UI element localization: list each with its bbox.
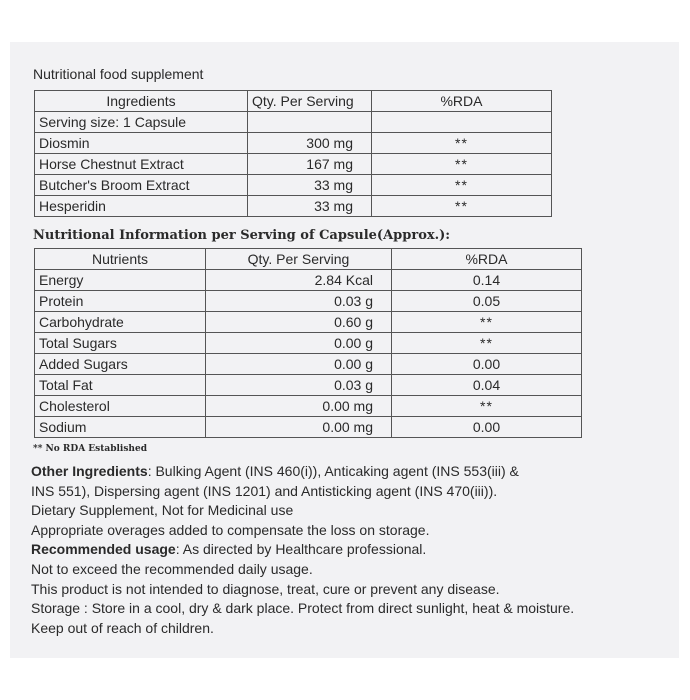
supplement-title: Nutritional food supplement bbox=[33, 66, 204, 82]
nutrient-rda: ** bbox=[392, 333, 582, 354]
nutrition-heading: Nutritional Information per Serving of Capsule(Approx.): bbox=[33, 228, 451, 243]
nutrient-rda: 0.14 bbox=[392, 270, 582, 291]
table-row bbox=[35, 354, 582, 375]
other-ingredients bbox=[31, 462, 651, 482]
children-warning: Keep out of reach of children. bbox=[31, 619, 214, 636]
nutrient-name: Total Sugars bbox=[35, 333, 206, 354]
ingredient-rda: ** bbox=[372, 133, 552, 154]
nutrient-qty: 0.60 g bbox=[206, 312, 392, 333]
table-row bbox=[35, 154, 552, 175]
rda-footnote: ** No RDA Established bbox=[33, 444, 147, 454]
ingredient-name: Butcher's Broom Extract bbox=[35, 175, 248, 196]
nutrient-name: Carbohydrate bbox=[35, 312, 206, 333]
header-qty: Qty. Per Serving bbox=[206, 249, 392, 270]
serving-size: Serving size: 1 Capsule bbox=[35, 112, 248, 133]
recommended-usage bbox=[31, 540, 651, 560]
header-qty: Qty. Per Serving bbox=[248, 91, 372, 112]
header-ingredients: Ingredients bbox=[35, 91, 248, 112]
header-rda: %RDA bbox=[372, 91, 552, 112]
nutrient-name: Energy bbox=[35, 270, 206, 291]
table-row bbox=[35, 333, 582, 354]
ingredient-rda: ** bbox=[372, 196, 552, 217]
nutrient-rda: 0.04 bbox=[392, 375, 582, 396]
table-header-row bbox=[35, 249, 582, 270]
nutrient-qty: 2.84 Kcal bbox=[206, 270, 392, 291]
ingredient-name: Horse Chestnut Extract bbox=[35, 154, 248, 175]
nutrient-rda: ** bbox=[392, 396, 582, 417]
ingredient-qty: 33 mg bbox=[248, 175, 372, 196]
ingredient-rda: ** bbox=[372, 175, 552, 196]
nutrient-rda: ** bbox=[392, 312, 582, 333]
ingredient-name: Hesperidin bbox=[35, 196, 248, 217]
nutrient-qty: 0.00 g bbox=[206, 333, 392, 354]
ingredient-rda: ** bbox=[372, 154, 552, 175]
header-nutrients: Nutrients bbox=[35, 249, 206, 270]
ingredients-table bbox=[34, 90, 552, 217]
nutrient-name: Sodium bbox=[35, 417, 206, 438]
table-row bbox=[35, 196, 552, 217]
other-ingredients-text: : Bulking Agent (INS 460(i)), Anticaking agent (INS 553(iii) & bbox=[147, 463, 519, 479]
nutrient-name: Added Sugars bbox=[35, 354, 206, 375]
disclaimer-note: This product is not intended to diagnose, treat, cure or prevent any disease. bbox=[31, 580, 500, 597]
nutrient-qty: 0.03 g bbox=[206, 291, 392, 312]
ingredient-qty: 167 mg bbox=[248, 154, 372, 175]
dietary-note: Dietary Supplement, Not for Medicinal use bbox=[31, 502, 294, 519]
nutrient-name: Protein bbox=[35, 291, 206, 312]
table-row bbox=[35, 133, 552, 154]
nutrient-name: Cholesterol bbox=[35, 396, 206, 417]
ingredient-qty: 300 mg bbox=[248, 133, 372, 154]
ingredient-name: Diosmin bbox=[35, 133, 248, 154]
header-rda: %RDA bbox=[392, 249, 582, 270]
ingredient-qty: 33 mg bbox=[248, 196, 372, 217]
table-row bbox=[35, 375, 582, 396]
nutrition-table bbox=[34, 248, 582, 438]
label-notes bbox=[31, 462, 651, 638]
table-header-row bbox=[35, 91, 552, 112]
table-row bbox=[35, 291, 582, 312]
storage-note: Storage : Store in a cool, dry & dark place. Protect from direct sunlight, heat & moisture. bbox=[31, 600, 575, 617]
other-ingredients-label: Other Ingredients bbox=[31, 463, 148, 479]
serving-size-row bbox=[35, 112, 552, 133]
nutrient-qty: 0.00 g bbox=[206, 354, 392, 375]
nutrient-qty: 0.00 mg bbox=[206, 396, 392, 417]
nutrient-name: Total Fat bbox=[35, 375, 206, 396]
table-row bbox=[35, 396, 582, 417]
nutrient-rda: 0.00 bbox=[392, 354, 582, 375]
table-row bbox=[35, 312, 582, 333]
nutrient-qty: 0.03 g bbox=[206, 375, 392, 396]
nutrient-rda: 0.05 bbox=[392, 291, 582, 312]
recommended-usage-label: Recommended usage bbox=[31, 541, 176, 558]
table-row bbox=[35, 175, 552, 196]
table-row bbox=[35, 417, 582, 438]
not-exceed-note: Not to exceed the recommended daily usage. bbox=[31, 560, 313, 577]
table-row bbox=[35, 270, 582, 291]
recommended-usage-text: : As directed by Healthcare professional. bbox=[175, 541, 427, 558]
nutrient-qty: 0.00 mg bbox=[206, 417, 392, 438]
other-ingredients-continued: INS 551), Dispersing agent (INS 1201) and Antisticking agent (INS 470(iii)). bbox=[31, 482, 498, 499]
overages-note: Appropriate overages added to compensate the loss on storage. bbox=[31, 521, 430, 538]
nutrient-rda: 0.00 bbox=[392, 417, 582, 438]
